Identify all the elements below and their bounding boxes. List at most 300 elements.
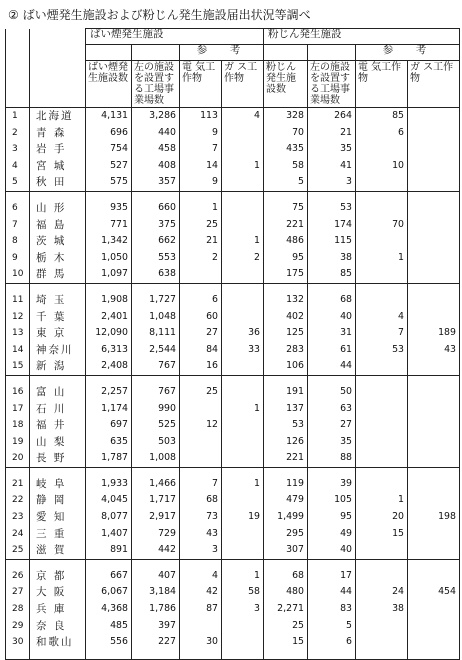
smoke-site-count: 1,466 (132, 476, 180, 493)
dust-gas-count: 198 (408, 509, 460, 526)
row-number: 23 (6, 509, 30, 526)
smoke-site-count: 375 (132, 217, 180, 234)
row-number: 21 (6, 476, 30, 493)
smoke-site-count: 1,717 (132, 492, 180, 509)
smoke-electric-count: 9 (180, 174, 222, 191)
prefecture-name: 三 重 (30, 526, 86, 543)
dust-site-count: 53 (308, 200, 356, 217)
smoke-facility-count: 696 (86, 125, 132, 142)
smoke-facility-count: 6,313 (86, 342, 132, 359)
smoke-electric-count (180, 450, 222, 467)
spacer-cell (356, 283, 408, 292)
group-spacer-row (6, 651, 460, 660)
blank-header (308, 45, 356, 61)
row-number: 22 (6, 492, 30, 509)
row-number: 9 (6, 250, 30, 267)
dust-facility-count: 221 (264, 217, 308, 234)
dust-site-count: 88 (308, 450, 356, 467)
dust-gas-header: ガ ス工作物 (408, 61, 460, 108)
row-number: 5 (6, 174, 30, 191)
dust-gas-count (408, 476, 460, 493)
smoke-electric-count: 4 (180, 568, 222, 585)
dust-electric-count (356, 384, 408, 401)
row-number: 25 (6, 542, 30, 559)
corner-cell (6, 45, 30, 61)
smoke-group-header: ばい煙発生施設 (86, 29, 264, 45)
table-row (6, 450, 460, 467)
smoke-site-count: 408 (132, 158, 180, 175)
smoke-facility-count: 1,174 (86, 401, 132, 418)
smoke-facility-count: 4,368 (86, 601, 132, 618)
smoke-facility-count: 12,090 (86, 325, 132, 342)
smoke-gas-count (222, 492, 264, 509)
row-number: 4 (6, 158, 30, 175)
dust-electric-count: 38 (356, 601, 408, 618)
smoke-electric-count: 113 (180, 108, 222, 125)
table-row (6, 509, 460, 526)
table-row (6, 584, 460, 601)
smoke-site-count: 357 (132, 174, 180, 191)
spacer-cell (132, 559, 180, 568)
spacer-cell (30, 191, 86, 200)
corner-cell (30, 61, 86, 108)
dust-site-count: 41 (308, 158, 356, 175)
spacer-cell (30, 651, 86, 660)
dust-electric-count: 70 (356, 217, 408, 234)
smoke-site-count: 767 (132, 384, 180, 401)
row-number: 18 (6, 417, 30, 434)
dust-facility-count: 25 (264, 618, 308, 635)
dust-gas-count (408, 233, 460, 250)
smoke-site-count: 525 (132, 417, 180, 434)
smoke-facility-count: 891 (86, 542, 132, 559)
spacer-cell (6, 467, 30, 476)
smoke-site-count: 1,008 (132, 450, 180, 467)
dust-gas-count (408, 141, 460, 158)
spacer-cell (180, 559, 222, 568)
prefecture-name: 山 梨 (30, 434, 86, 451)
smoke-electric-count: 1 (180, 200, 222, 217)
dust-electric-count (356, 634, 408, 651)
blank-header (86, 45, 132, 61)
smoke-gas-count: 1 (222, 401, 264, 418)
dust-electric-count (356, 542, 408, 559)
smoke-facility-count: 4,131 (86, 108, 132, 125)
dust-gas-count (408, 108, 460, 125)
table-row (6, 542, 460, 559)
row-number: 7 (6, 217, 30, 234)
dust-gas-count (408, 309, 460, 326)
dust-gas-count (408, 434, 460, 451)
dust-gas-count: 454 (408, 584, 460, 601)
row-number: 20 (6, 450, 30, 467)
table-row (6, 342, 460, 359)
table-row (6, 174, 460, 191)
dust-electric-count (356, 358, 408, 375)
spacer-cell (264, 191, 308, 200)
dust-site-count: 115 (308, 233, 356, 250)
smoke-facility-count: 1,342 (86, 233, 132, 250)
row-number: 2 (6, 125, 30, 142)
dust-facility-count: 435 (264, 141, 308, 158)
smoke-electric-count: 12 (180, 417, 222, 434)
smoke-site-count: 767 (132, 358, 180, 375)
dust-electric-count (356, 233, 408, 250)
spacer-cell (86, 467, 132, 476)
smoke-gas-count (222, 217, 264, 234)
table-row (6, 325, 460, 342)
smoke-gas-count (222, 125, 264, 142)
dust-group-header: 粉じん発生施設 (264, 29, 460, 45)
dust-electric-count (356, 618, 408, 635)
smoke-gas-count: 36 (222, 325, 264, 342)
dust-facility-count: 132 (264, 292, 308, 309)
row-number: 30 (6, 634, 30, 651)
spacer-cell (180, 375, 222, 384)
smoke-gas-count (222, 141, 264, 158)
page-title: ② ばい煙発生施設および粉じん発生施設届出状況等調べ (8, 8, 311, 22)
dust-site-count: 105 (308, 492, 356, 509)
dust-electric-count (356, 266, 408, 283)
row-number: 11 (6, 292, 30, 309)
spacer-cell (408, 191, 460, 200)
smoke-gas-count (222, 434, 264, 451)
spacer-cell (264, 651, 308, 660)
dust-electric-count: 15 (356, 526, 408, 543)
smoke-facility-count: 2,408 (86, 358, 132, 375)
smoke-electric-count: 84 (180, 342, 222, 359)
prefecture-name: 新 潟 (30, 358, 86, 375)
table-body (6, 108, 460, 660)
smoke-facility-count: 2,401 (86, 309, 132, 326)
dust-electric-count: 24 (356, 584, 408, 601)
smoke-electric-count: 68 (180, 492, 222, 509)
prefecture-name: 福 井 (30, 417, 86, 434)
smoke-gas-count: 1 (222, 476, 264, 493)
smoke-site-count: 2,544 (132, 342, 180, 359)
prefecture-name: 岩 手 (30, 141, 86, 158)
dust-gas-count (408, 158, 460, 175)
smoke-gas-count: 4 (222, 108, 264, 125)
prefecture-name: 栃 木 (30, 250, 86, 267)
dust-site-count: 3 (308, 174, 356, 191)
row-number: 28 (6, 601, 30, 618)
table-row (6, 492, 460, 509)
smoke-facility-count: 8,077 (86, 509, 132, 526)
dust-site-count: 5 (308, 618, 356, 635)
dust-electric-count (356, 476, 408, 493)
dust-gas-count (408, 125, 460, 142)
row-number: 6 (6, 200, 30, 217)
smoke-electric-count: 2 (180, 250, 222, 267)
dust-site-count: 38 (308, 250, 356, 267)
prefecture-name: 茨 城 (30, 233, 86, 250)
dust-gas-count: 43 (408, 342, 460, 359)
table-row (6, 292, 460, 309)
smoke-facility-count: 935 (86, 200, 132, 217)
smoke-site-count: 440 (132, 125, 180, 142)
spacer-cell (86, 375, 132, 384)
smoke-site-count: 1,786 (132, 601, 180, 618)
corner-cell (30, 45, 86, 61)
smoke-electric-count: 3 (180, 542, 222, 559)
dust-site-count: 40 (308, 542, 356, 559)
row-number: 3 (6, 141, 30, 158)
spacer-cell (86, 651, 132, 660)
spacer-cell (6, 651, 30, 660)
spacer-cell (356, 467, 408, 476)
corner-cell (6, 29, 30, 45)
smoke-facility-count: 1,787 (86, 450, 132, 467)
dust-gas-count (408, 542, 460, 559)
smoke-facility-count: 485 (86, 618, 132, 635)
dust-gas-count (408, 417, 460, 434)
dust-electric-count (356, 401, 408, 418)
dust-facility-count: 480 (264, 584, 308, 601)
prefecture-name: 富 山 (30, 384, 86, 401)
smoke-site-count: 407 (132, 568, 180, 585)
smoke-facility-count: 6,067 (86, 584, 132, 601)
dust-electric-count: 4 (356, 309, 408, 326)
dust-gas-count (408, 401, 460, 418)
dust-gas-count (408, 200, 460, 217)
prefecture-name: 奈 良 (30, 618, 86, 635)
prefecture-name: 京 都 (30, 568, 86, 585)
smoke-electric-header: 電 気工作物 (180, 61, 222, 108)
spacer-cell (222, 467, 264, 476)
smoke-facility-count: 1,050 (86, 250, 132, 267)
smoke-electric-count (180, 618, 222, 635)
dust-gas-count (408, 217, 460, 234)
dust-site-count: 44 (308, 358, 356, 375)
row-number: 17 (6, 401, 30, 418)
spacer-cell (132, 651, 180, 660)
smoke-electric-count: 6 (180, 292, 222, 309)
prefecture-name: 滋 賀 (30, 542, 86, 559)
smoke-facility-count: 4,045 (86, 492, 132, 509)
table-row (6, 401, 460, 418)
smoke-electric-count: 87 (180, 601, 222, 618)
dust-facility-count: 5 (264, 174, 308, 191)
dust-facility-count: 125 (264, 325, 308, 342)
dust-facility-count: 328 (264, 108, 308, 125)
spacer-cell (356, 191, 408, 200)
dust-gas-count (408, 174, 460, 191)
smoke-electric-count: 7 (180, 141, 222, 158)
smoke-facility-count: 1,908 (86, 292, 132, 309)
prefecture-name: 和歌山 (30, 634, 86, 651)
dust-electric-count: 1 (356, 492, 408, 509)
blank-header (132, 45, 180, 61)
prefecture-name: 兵 庫 (30, 601, 86, 618)
dust-facility-count: 175 (264, 266, 308, 283)
smoke-gas-count (222, 542, 264, 559)
smoke-site-count: 458 (132, 141, 180, 158)
spacer-cell (86, 559, 132, 568)
spacer-cell (408, 467, 460, 476)
dust-facility-count: 307 (264, 542, 308, 559)
dust-site-count: 39 (308, 476, 356, 493)
spacer-cell (6, 559, 30, 568)
group-spacer-row (6, 283, 460, 292)
smoke-electric-count: 14 (180, 158, 222, 175)
smoke-gas-count (222, 309, 264, 326)
smoke-gas-count (222, 526, 264, 543)
table-row (6, 108, 460, 125)
dust-sites-header: 左の施設を設置する工場事業場数 (308, 61, 356, 108)
dust-site-count: 83 (308, 601, 356, 618)
dust-electric-count: 85 (356, 108, 408, 125)
smoke-facility-count: 2,257 (86, 384, 132, 401)
prefecture-name: 山 形 (30, 200, 86, 217)
dust-electric-count (356, 417, 408, 434)
dust-electric-count: 1 (356, 250, 408, 267)
dust-site-count: 85 (308, 266, 356, 283)
row-number: 24 (6, 526, 30, 543)
dust-facility-count: 402 (264, 309, 308, 326)
smoke-facility-count: 1,933 (86, 476, 132, 493)
spacer-cell (308, 283, 356, 292)
table-row (6, 618, 460, 635)
smoke-facility-count: 556 (86, 634, 132, 651)
smoke-gas-count: 1 (222, 568, 264, 585)
spacer-cell (222, 651, 264, 660)
smoke-electric-count: 43 (180, 526, 222, 543)
spacer-cell (222, 559, 264, 568)
dust-electric-count (356, 200, 408, 217)
prefecture-name: 大 阪 (30, 584, 86, 601)
spacer-cell (6, 375, 30, 384)
dust-electric-count: 10 (356, 158, 408, 175)
spacer-cell (308, 559, 356, 568)
smoke-gas-count: 33 (222, 342, 264, 359)
spacer-cell (308, 651, 356, 660)
dust-facility-count: 479 (264, 492, 308, 509)
smoke-electric-count: 27 (180, 325, 222, 342)
smoke-gas-count: 3 (222, 601, 264, 618)
dust-facility-count: 119 (264, 476, 308, 493)
smoke-site-count: 553 (132, 250, 180, 267)
spacer-cell (408, 559, 460, 568)
spacer-cell (86, 283, 132, 292)
group-spacer-row (6, 375, 460, 384)
row-number: 8 (6, 233, 30, 250)
spacer-cell (408, 651, 460, 660)
spacer-cell (222, 283, 264, 292)
dust-electric-count (356, 174, 408, 191)
smoke-gas-count (222, 174, 264, 191)
prefecture-name: 千 葉 (30, 309, 86, 326)
smoke-reference-header: 参 考 (180, 45, 264, 61)
spacer-cell (30, 375, 86, 384)
smoke-gas-count (222, 358, 264, 375)
corner-cell (30, 29, 86, 45)
dust-site-count: 61 (308, 342, 356, 359)
smoke-site-count: 3,184 (132, 584, 180, 601)
dust-gas-count (408, 384, 460, 401)
prefecture-name: 愛 知 (30, 509, 86, 526)
spacer-cell (356, 375, 408, 384)
dust-gas-count (408, 634, 460, 651)
spacer-cell (264, 467, 308, 476)
smoke-gas-count: 58 (222, 584, 264, 601)
dust-site-count: 49 (308, 526, 356, 543)
table-row (6, 309, 460, 326)
smoke-site-count: 990 (132, 401, 180, 418)
spacer-cell (132, 375, 180, 384)
dust-gas-count (408, 526, 460, 543)
table-row (6, 266, 460, 283)
row-number: 10 (6, 266, 30, 283)
dust-gas-count: 189 (408, 325, 460, 342)
dust-site-count: 50 (308, 384, 356, 401)
dust-reference-header: 参 考 (356, 45, 460, 61)
spacer-cell (86, 191, 132, 200)
dust-facility-count: 2,271 (264, 601, 308, 618)
spacer-cell (264, 283, 308, 292)
dust-site-count: 35 (308, 141, 356, 158)
smoke-gas-count (222, 384, 264, 401)
table-row (6, 250, 460, 267)
prefecture-name: 宮 城 (30, 158, 86, 175)
table-row (6, 417, 460, 434)
row-number: 1 (6, 108, 30, 125)
smoke-site-count: 660 (132, 200, 180, 217)
group-spacer-row (6, 467, 460, 476)
row-number: 19 (6, 434, 30, 451)
prefecture-name: 静 岡 (30, 492, 86, 509)
dust-facility-count: 68 (264, 568, 308, 585)
spacer-cell (222, 375, 264, 384)
dust-electric-count: 20 (356, 509, 408, 526)
dust-gas-count (408, 266, 460, 283)
prefecture-name: 青 森 (30, 125, 86, 142)
smoke-site-count: 397 (132, 618, 180, 635)
spacer-cell (308, 375, 356, 384)
spacer-cell (264, 559, 308, 568)
dust-electric-count (356, 292, 408, 309)
spacer-cell (408, 283, 460, 292)
dust-site-count: 31 (308, 325, 356, 342)
smoke-facility-count: 1,097 (86, 266, 132, 283)
dust-facility-count: 137 (264, 401, 308, 418)
smoke-electric-count: 7 (180, 476, 222, 493)
smoke-electric-count: 60 (180, 309, 222, 326)
prefecture-name: 福 島 (30, 217, 86, 234)
spacer-cell (30, 283, 86, 292)
row-number: 16 (6, 384, 30, 401)
smoke-electric-count: 25 (180, 384, 222, 401)
dust-electric-count (356, 141, 408, 158)
spacer-cell (6, 283, 30, 292)
spacer-cell (264, 375, 308, 384)
table-row (6, 233, 460, 250)
table-row (6, 141, 460, 158)
smoke-site-count: 638 (132, 266, 180, 283)
smoke-gas-count: 1 (222, 158, 264, 175)
row-number: 15 (6, 358, 30, 375)
spacer-cell (30, 559, 86, 568)
table-row (6, 601, 460, 618)
smoke-facility-count: 635 (86, 434, 132, 451)
table-row (6, 358, 460, 375)
dust-count-header: 粉じん発生施設数 (264, 61, 308, 108)
smoke-electric-count: 73 (180, 509, 222, 526)
corner-cell (6, 61, 30, 108)
table-row (6, 634, 460, 651)
prefecture-name: 群 馬 (30, 266, 86, 283)
smoke-sites-header: 左の施設を設置する工場事業場数 (132, 61, 180, 108)
